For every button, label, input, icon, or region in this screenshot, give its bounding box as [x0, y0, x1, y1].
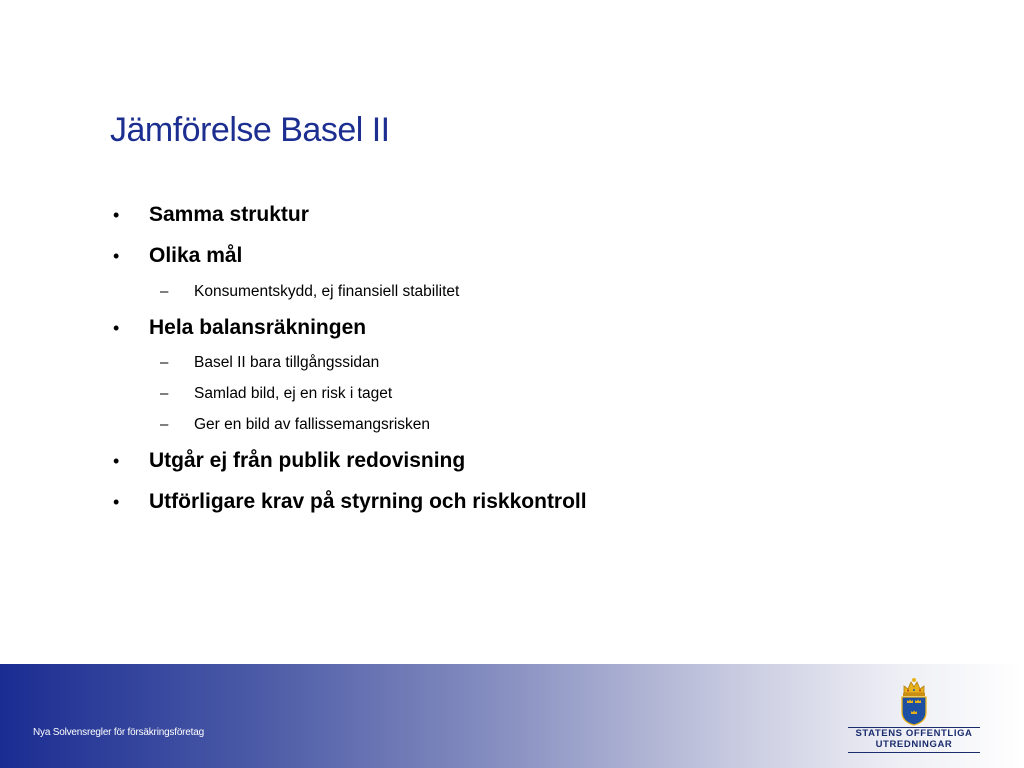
logo-text-line1: STATENS OFFENTLIGA	[855, 728, 973, 739]
slide-title: Jämförelse Basel II	[110, 111, 390, 149]
bullet-icon: •	[113, 451, 120, 471]
sou-logo	[846, 676, 982, 756]
crowned-shield-icon	[898, 676, 930, 726]
bullet-utforligare-krav: Utförligare krav på styrning och riskkontroll	[149, 490, 587, 513]
bullet-icon: •	[113, 492, 120, 512]
bullet-publik-redovisning: Utgår ej från publik redovisning	[149, 449, 466, 472]
bullet-icon: •	[113, 205, 120, 225]
bullet-icon: •	[113, 246, 120, 266]
dash-icon: –	[160, 385, 169, 402]
dash-icon: –	[160, 283, 169, 300]
bullet-samma-struktur: Samma struktur	[149, 203, 309, 226]
footer-text: Nya Solvensregler för försäkringsföretag	[33, 727, 204, 738]
sub-bullet-konsumentskydd: Konsumentskydd, ej finansiell stabilitet	[194, 283, 460, 300]
logo-text-line2: UTREDNINGAR	[875, 739, 953, 750]
sub-bullet-fallissemangsrisken: Ger en bild av fallissemangsrisken	[194, 416, 431, 433]
bullet-olika-mal: Olika mål	[149, 244, 243, 267]
sub-bullet-basel-tillgangssidan: Basel II bara tillgångssidan	[194, 354, 380, 371]
bullet-icon: •	[113, 318, 120, 338]
dash-icon: –	[160, 354, 169, 371]
sub-bullet-samlad-bild: Samlad bild, ej en risk i taget	[194, 385, 393, 402]
dash-icon: –	[160, 416, 169, 433]
bullet-hela-balansrakningen: Hela balansräkningen	[149, 316, 367, 339]
logo-divider-bottom	[848, 752, 980, 753]
